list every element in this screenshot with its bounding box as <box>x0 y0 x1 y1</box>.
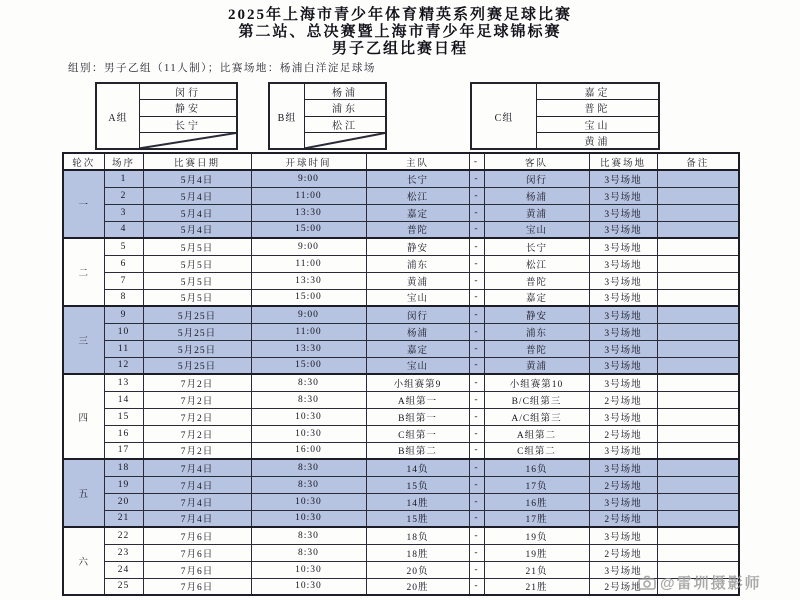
group-team: 长宁 <box>140 117 236 133</box>
group-team: 普陀 <box>537 100 658 116</box>
group-empty-cell <box>305 133 385 148</box>
match-date: 5月25日 <box>143 340 251 357</box>
match-date: 5月25日 <box>143 357 251 374</box>
watermark-text: @雷圳摄影师 <box>660 575 762 592</box>
away-team: 黄浦 <box>484 204 589 221</box>
venue: 3号场地 <box>589 357 657 374</box>
match-date: 5月5日 <box>143 289 251 306</box>
group-empty-cell <box>140 133 236 148</box>
kickoff-time: 8:30 <box>251 391 366 408</box>
note <box>657 510 739 527</box>
home-team: 18胜 <box>366 544 469 561</box>
match-number: 13 <box>104 374 143 391</box>
match-row <box>63 425 739 442</box>
title-line-2: 第二站、总决赛暨上海市青少年足球锦标赛 <box>238 24 562 40</box>
home-team: 黄浦 <box>366 272 469 289</box>
schedule-table <box>62 152 740 596</box>
match-date: 5月4日 <box>143 187 251 204</box>
venue: 2号场地 <box>589 510 657 527</box>
group-and-venue-info: 组别：男子乙组（11人制）；比赛场地：杨浦白洋淀足球场 <box>68 63 376 74</box>
match-date: 7月2日 <box>143 408 251 425</box>
vs-separator: - <box>469 493 484 510</box>
venue: 2号场地 <box>589 544 657 561</box>
away-team: 普陀 <box>484 340 589 357</box>
home-team: 20胜 <box>366 578 469 595</box>
venue: 3号场地 <box>589 238 657 255</box>
match-number: 10 <box>104 323 143 340</box>
match-row <box>63 221 739 238</box>
round-label: 五 <box>63 459 104 527</box>
kickoff-time: 10:30 <box>251 408 366 425</box>
group-label: B组 <box>270 84 305 148</box>
note <box>657 187 739 204</box>
title-block <box>62 7 738 58</box>
home-team: 20负 <box>366 561 469 578</box>
home-team: 15胜 <box>366 510 469 527</box>
home-team: 普陀 <box>366 221 469 238</box>
kickoff-time: 13:30 <box>251 272 366 289</box>
match-date: 5月4日 <box>143 221 251 238</box>
venue: 2号场地 <box>589 391 657 408</box>
match-number: 14 <box>104 391 143 408</box>
home-team: 宝山 <box>366 289 469 306</box>
match-date: 7月2日 <box>143 442 251 459</box>
venue: 3号场地 <box>589 170 657 187</box>
home-team: 14负 <box>366 459 469 476</box>
match-row <box>63 306 739 323</box>
venue: 3号场地 <box>589 204 657 221</box>
away-team: 普陀 <box>484 272 589 289</box>
match-row <box>63 187 739 204</box>
kickoff-time: 9:00 <box>251 170 366 187</box>
note <box>657 340 739 357</box>
away-team: 16负 <box>484 459 589 476</box>
vs-separator: - <box>469 544 484 561</box>
home-team: 闵行 <box>366 306 469 323</box>
note <box>657 442 739 459</box>
match-row <box>63 527 739 544</box>
round-label: 六 <box>63 527 104 595</box>
kickoff-time: 9:00 <box>251 238 366 255</box>
home-team: 14胜 <box>366 493 469 510</box>
kickoff-time: 8:30 <box>251 374 366 391</box>
note <box>657 357 739 374</box>
home-team: 静安 <box>366 238 469 255</box>
note <box>657 544 739 561</box>
match-date: 7月4日 <box>143 476 251 493</box>
column-header-date: 比赛日期 <box>143 153 251 170</box>
group-team: 宝山 <box>537 117 658 133</box>
away-team: 杨浦 <box>484 187 589 204</box>
column-header-home: 主队 <box>366 153 469 170</box>
venue: 2号场地 <box>589 476 657 493</box>
match-number: 7 <box>104 272 143 289</box>
match-number: 3 <box>104 204 143 221</box>
group-team: 闵行 <box>140 84 236 100</box>
venue: 2号场地 <box>589 578 657 595</box>
away-team: 浦东 <box>484 323 589 340</box>
vs-separator: - <box>469 408 484 425</box>
vs-separator: - <box>469 459 484 476</box>
vs-separator: - <box>469 187 484 204</box>
kickoff-time: 9:00 <box>251 306 366 323</box>
note <box>657 527 739 544</box>
vs-separator: - <box>469 204 484 221</box>
vs-separator: - <box>469 391 484 408</box>
kickoff-time: 13:30 <box>251 340 366 357</box>
group-table-3 <box>470 82 660 150</box>
home-team: 长宁 <box>366 170 469 187</box>
kickoff-time: 15:00 <box>251 357 366 374</box>
venue: 2号场地 <box>589 425 657 442</box>
match-number: 23 <box>104 544 143 561</box>
note <box>657 306 739 323</box>
home-team: 嘉定 <box>366 340 469 357</box>
match-number: 4 <box>104 221 143 238</box>
match-number: 18 <box>104 459 143 476</box>
away-team: 19负 <box>484 527 589 544</box>
away-team: C组第二 <box>484 442 589 459</box>
venue: 3号场地 <box>589 255 657 272</box>
venue: 3号场地 <box>589 493 657 510</box>
match-date: 5月5日 <box>143 272 251 289</box>
match-number: 24 <box>104 561 143 578</box>
kickoff-time: 16:00 <box>251 442 366 459</box>
match-number: 1 <box>104 170 143 187</box>
match-row <box>63 476 739 493</box>
match-row <box>63 544 739 561</box>
kickoff-time: 10:30 <box>251 493 366 510</box>
away-team: 小组赛第10 <box>484 374 589 391</box>
vs-separator: - <box>469 289 484 306</box>
vs-separator: - <box>469 442 484 459</box>
venue: 3号场地 <box>589 561 657 578</box>
away-team: 16胜 <box>484 493 589 510</box>
match-number: 2 <box>104 187 143 204</box>
note <box>657 255 739 272</box>
home-team: 小组赛第9 <box>366 374 469 391</box>
group-team: 松江 <box>305 117 385 133</box>
match-row <box>63 255 739 272</box>
round-label: 二 <box>63 238 104 306</box>
group-label: A组 <box>97 84 140 148</box>
column-header-away: 客队 <box>484 153 589 170</box>
match-row <box>63 493 739 510</box>
match-number: 17 <box>104 442 143 459</box>
away-team: 21负 <box>484 561 589 578</box>
vs-separator: - <box>469 578 484 595</box>
kickoff-time: 13:30 <box>251 204 366 221</box>
vs-separator: - <box>469 272 484 289</box>
venue: 3号场地 <box>589 340 657 357</box>
venue: 3号场地 <box>589 459 657 476</box>
group-team: 杨浦 <box>305 84 385 100</box>
match-number: 5 <box>104 238 143 255</box>
venue: 3号场地 <box>589 272 657 289</box>
vs-separator: - <box>469 323 484 340</box>
vs-separator: - <box>469 527 484 544</box>
column-header-note: 备注 <box>657 153 739 170</box>
match-row <box>63 357 739 374</box>
note <box>657 459 739 476</box>
match-number: 22 <box>104 527 143 544</box>
kickoff-time: 10:30 <box>251 561 366 578</box>
group-table-2 <box>268 82 387 150</box>
vs-separator: - <box>469 510 484 527</box>
match-date: 5月4日 <box>143 170 251 187</box>
vs-separator: - <box>469 340 484 357</box>
kickoff-time: 8:30 <box>251 459 366 476</box>
venue: 3号场地 <box>589 289 657 306</box>
away-team: 17胜 <box>484 510 589 527</box>
match-number: 19 <box>104 476 143 493</box>
column-header-sep: - <box>469 153 484 170</box>
home-team: B组第二 <box>366 442 469 459</box>
match-number: 15 <box>104 408 143 425</box>
vs-separator: - <box>469 255 484 272</box>
group-team: 黄浦 <box>584 136 611 148</box>
round-label: 三 <box>63 306 104 374</box>
match-date: 5月5日 <box>143 255 251 272</box>
match-number: 20 <box>104 493 143 510</box>
match-row <box>63 238 739 255</box>
note <box>657 408 739 425</box>
match-date: 7月6日 <box>143 527 251 544</box>
match-date: 5月25日 <box>143 306 251 323</box>
vs-separator: - <box>469 357 484 374</box>
away-team: 宝山 <box>484 221 589 238</box>
vs-separator: - <box>469 221 484 238</box>
venue: 3号场地 <box>589 374 657 391</box>
note <box>657 425 739 442</box>
group-table-1 <box>95 82 238 150</box>
home-team: 松江 <box>366 187 469 204</box>
home-team: 15负 <box>366 476 469 493</box>
away-team: 嘉定 <box>484 289 589 306</box>
note <box>657 374 739 391</box>
note <box>657 221 739 238</box>
column-header-no: 场序 <box>104 153 143 170</box>
away-team: A/C组第三 <box>484 408 589 425</box>
group-team: 静安 <box>140 100 236 116</box>
kickoff-time: 15:00 <box>251 221 366 238</box>
column-header-venue: 比赛场地 <box>589 153 657 170</box>
home-team: 浦东 <box>366 255 469 272</box>
match-date: 7月2日 <box>143 391 251 408</box>
kickoff-time: 10:30 <box>251 425 366 442</box>
venue: 3号场地 <box>589 442 657 459</box>
note <box>657 493 739 510</box>
match-row <box>63 459 739 476</box>
match-date: 5月5日 <box>143 238 251 255</box>
schedule-body <box>63 170 739 595</box>
venue: 3号场地 <box>589 527 657 544</box>
vs-separator: - <box>469 476 484 493</box>
title-line-1: 2025年上海市青少年体育精英系列赛足球比赛 <box>227 7 572 23</box>
match-row <box>63 408 739 425</box>
away-team: 19胜 <box>484 544 589 561</box>
home-team: A组第一 <box>366 391 469 408</box>
match-number: 11 <box>104 340 143 357</box>
away-team: 静安 <box>484 306 589 323</box>
away-team: 21胜 <box>484 578 589 595</box>
kickoff-time: 10:30 <box>251 510 366 527</box>
match-date: 7月2日 <box>143 374 251 391</box>
match-row <box>63 510 739 527</box>
match-number: 25 <box>104 578 143 595</box>
kickoff-time: 8:30 <box>251 476 366 493</box>
match-row <box>63 204 739 221</box>
kickoff-time: 11:00 <box>251 255 366 272</box>
home-team: 18负 <box>366 527 469 544</box>
match-date: 7月4日 <box>143 510 251 527</box>
venue: 3号场地 <box>589 221 657 238</box>
match-row <box>63 442 739 459</box>
match-number: 9 <box>104 306 143 323</box>
group-label: C组 <box>472 84 537 148</box>
round-label: 一 <box>63 170 104 238</box>
match-row <box>63 170 739 187</box>
schedule-header-row <box>63 153 739 170</box>
home-team: 宝山 <box>366 357 469 374</box>
match-number: 21 <box>104 510 143 527</box>
match-number: 12 <box>104 357 143 374</box>
column-header-time: 开球时间 <box>251 153 366 170</box>
title-line-3: 男子乙组比赛日程 <box>331 41 468 57</box>
home-team: B组第一 <box>366 408 469 425</box>
group-team: 嘉定 <box>537 84 658 100</box>
match-row <box>63 340 739 357</box>
home-team: 嘉定 <box>366 204 469 221</box>
note <box>657 238 739 255</box>
match-number: 8 <box>104 289 143 306</box>
vs-separator: - <box>469 170 484 187</box>
away-team: A组第二 <box>484 425 589 442</box>
round-label: 四 <box>63 374 104 459</box>
note <box>657 289 739 306</box>
match-date: 7月4日 <box>143 493 251 510</box>
home-team: 杨浦 <box>366 323 469 340</box>
group-team: 浦东 <box>305 100 385 116</box>
away-team: 17负 <box>484 476 589 493</box>
venue: 3号场地 <box>589 408 657 425</box>
note <box>657 323 739 340</box>
match-date: 7月6日 <box>143 578 251 595</box>
away-team: 长宁 <box>484 238 589 255</box>
note <box>657 204 739 221</box>
match-date: 7月6日 <box>143 561 251 578</box>
note <box>657 476 739 493</box>
kickoff-time: 11:00 <box>251 187 366 204</box>
vs-separator: - <box>469 374 484 391</box>
match-date: 5月4日 <box>143 204 251 221</box>
match-row <box>63 323 739 340</box>
away-team: B/C组第三 <box>484 391 589 408</box>
vs-separator: - <box>469 561 484 578</box>
match-number: 6 <box>104 255 143 272</box>
note <box>657 272 739 289</box>
match-date: 5月25日 <box>143 323 251 340</box>
match-number: 16 <box>104 425 143 442</box>
match-row <box>63 391 739 408</box>
kickoff-time: 11:00 <box>251 323 366 340</box>
match-row <box>63 272 739 289</box>
venue: 3号场地 <box>589 306 657 323</box>
kickoff-time: 8:30 <box>251 527 366 544</box>
match-row <box>63 289 739 306</box>
watermark <box>638 572 762 593</box>
kickoff-time: 15:00 <box>251 289 366 306</box>
note <box>657 170 739 187</box>
vs-separator: - <box>469 306 484 323</box>
vs-separator: - <box>469 425 484 442</box>
away-team: 闵行 <box>484 170 589 187</box>
match-row <box>63 374 739 391</box>
venue: 3号场地 <box>589 323 657 340</box>
vs-separator: - <box>469 238 484 255</box>
away-team: 黄浦 <box>484 357 589 374</box>
kickoff-time: 8:30 <box>251 544 366 561</box>
kickoff-time: 10:30 <box>251 578 366 595</box>
away-team: 松江 <box>484 255 589 272</box>
match-date: 7月2日 <box>143 425 251 442</box>
column-header-round: 轮次 <box>63 153 104 170</box>
home-team: C组第一 <box>366 425 469 442</box>
venue: 3号场地 <box>589 187 657 204</box>
note <box>657 391 739 408</box>
match-date: 7月6日 <box>143 544 251 561</box>
match-date: 7月4日 <box>143 459 251 476</box>
camera-icon <box>638 575 656 590</box>
